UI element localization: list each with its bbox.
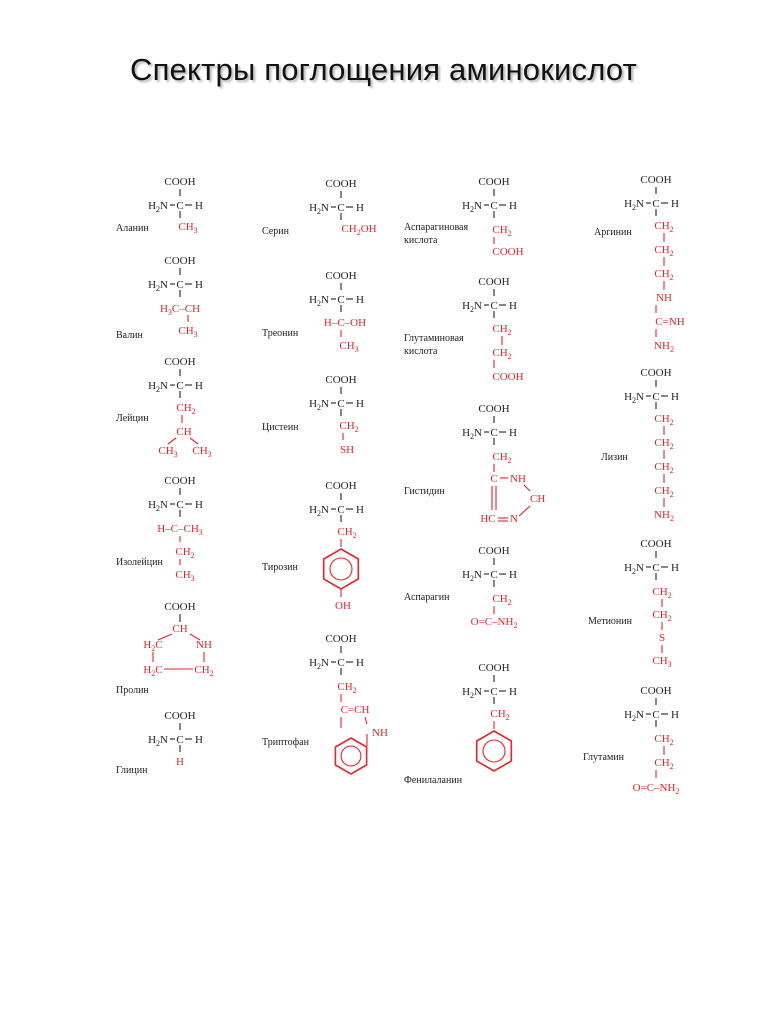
side-chain-group: CH3 [158,445,178,459]
amino-acid-name: Глицин [116,765,148,776]
side-chain-group: COOH [492,371,524,383]
side-chain-group: H3C–CH [159,303,201,317]
alpha-hydrogen: H [356,294,364,306]
carboxyl-group: COOH [325,633,357,645]
amino-acid-structure [404,176,524,258]
amino-acid-name: кислота [404,235,438,246]
alpha-hydrogen: H [195,499,203,511]
side-chain-group: CH2 [492,323,512,337]
alpha-hydrogen: H [671,391,679,403]
side-chain-group: HC [480,513,496,525]
amino-acid-name: Треонин [262,328,299,339]
amino-acid-structure [404,403,545,525]
amino-acid-structure [262,633,388,774]
amino-group: H2N [462,200,482,214]
alpha-hydrogen: H [509,300,517,312]
amino-group: H2N [462,569,482,583]
amino-acid-structure [262,480,364,612]
side-chain-group: CH3 [192,445,212,459]
side-chain-group: H [176,756,184,768]
side-chain-group: NH2 [654,340,674,354]
amino-acid-structure [116,176,203,235]
amino-acid-name: Лизин [601,452,628,463]
side-chain-group: CH [176,426,192,438]
bond [168,438,176,444]
amino-acid-structure [601,367,679,523]
side-chain-group: CH3 [339,340,359,354]
side-chain-group: N [510,513,518,525]
amino-acid-structure [588,538,679,669]
alpha-carbon: C [652,391,660,403]
carboxyl-group: COOH [164,475,196,487]
alpha-carbon: C [490,427,498,439]
aromatic-circle [341,746,361,766]
alpha-carbon: C [490,200,498,212]
side-chain-group: COOH [492,246,524,258]
side-chain-group: CH2 [654,437,674,451]
side-chain-group: CH2 [654,757,674,771]
alpha-carbon: C [337,504,345,516]
side-chain-group: SH [339,444,355,456]
amino-acid-structure [262,270,366,354]
side-chain-group: NH [196,639,212,651]
bond [365,717,367,724]
alpha-carbon: C [176,499,184,511]
amino-group: H2N [148,734,168,748]
amino-acid-structure [262,178,377,237]
amino-acid-name: Серин [262,226,289,237]
carboxyl-group: COOH [640,174,672,186]
slide-title: Спектры поглощения аминокислот [129,52,638,87]
amino-acid-name: Лейцин [116,413,149,424]
alpha-hydrogen: H [356,504,364,516]
side-chain-group: CH2 [339,420,359,434]
side-chain-group: CH2 [654,268,674,282]
alpha-carbon: C [176,279,184,291]
alpha-hydrogen: H [195,279,203,291]
amino-acid-structure [116,601,214,696]
alpha-carbon: C [652,709,660,721]
side-chain-group: NH [656,292,672,304]
amino-acid-structure [116,475,203,583]
alpha-carbon: C [490,686,498,698]
amino-acid-name: Глутаминовая [404,333,464,344]
side-chain-group: OH [335,600,351,612]
carboxyl-group: COOH [478,545,510,557]
alpha-hydrogen: H [356,657,364,669]
side-chain-group: CH2 [337,526,357,540]
carboxyl-group: COOH [325,178,357,190]
amino-acid-name: кислота [404,346,438,357]
side-chain-group: CH3 [175,569,195,583]
side-chain-group: CH2 [654,220,674,234]
amino-acid-name: Валин [116,330,143,341]
amino-acid-structure [404,545,517,630]
alpha-hydrogen: H [195,200,203,212]
side-chain-group: NH2 [654,509,674,523]
aromatic-circle [483,740,505,762]
carboxyl-group: COOH [478,176,510,188]
carboxyl-group: COOH [640,367,672,379]
alpha-carbon: C [490,300,498,312]
side-chain-group: NH [510,473,526,485]
alpha-hydrogen: H [509,686,517,698]
bond [524,485,530,491]
side-chain-group: CH2 [194,664,214,678]
amino-acid-name: Пролин [116,685,149,696]
amino-acid-name: Изолейцин [116,557,163,568]
alpha-hydrogen: H [195,734,203,746]
side-chain-group: CH2 [654,733,674,747]
side-chain-group: H2C [143,664,163,678]
alpha-carbon: C [337,657,345,669]
amino-group: H2N [309,294,329,308]
amino-group: H2N [624,709,644,723]
amino-group: H2N [624,198,644,212]
carboxyl-group: COOH [164,710,196,722]
side-chain-group: H2C [143,639,163,653]
carboxyl-group: COOH [325,374,357,386]
side-chain-group: S [658,632,666,644]
alpha-hydrogen: H [509,569,517,581]
alpha-hydrogen: H [509,200,517,212]
side-chain-group: CH2 [652,609,672,623]
side-chain-group: CH2 [654,461,674,475]
amino-group: H2N [624,391,644,405]
amino-acid-structure [594,174,685,354]
bond [190,438,198,444]
amino-acid-name: Аланин [116,223,149,234]
amino-acid-name: Аргинин [594,227,632,238]
side-chain-group: CH2 [654,485,674,499]
side-chain-group: CH2 [492,224,512,238]
side-chain-group: CH3 [178,325,198,339]
carboxyl-group: COOH [325,270,357,282]
side-chain-group: C=NH [655,316,685,328]
amino-acid-structure [116,255,203,341]
amino-acid-structure [583,685,679,796]
side-chain-group: CH2OH [341,223,377,237]
side-chain-group: CH [530,493,546,505]
side-chain-group: O=C–NH2 [632,782,680,796]
carboxyl-group: COOH [164,176,196,188]
amino-acid-structure [262,374,364,456]
benzene-ring [335,738,366,774]
alpha-hydrogen: H [356,398,364,410]
amino-acid-name: Аспарагин [404,592,450,603]
alpha-hydrogen: H [671,562,679,574]
amino-acid-name: Глутамин [583,752,624,763]
alpha-carbon: C [490,569,498,581]
amino-acid-structure [404,276,524,383]
amino-group: H2N [624,562,644,576]
carboxyl-group: COOH [164,601,196,613]
bond [519,506,530,516]
carboxyl-group: COOH [640,538,672,550]
side-chain-group: CH2 [337,681,357,695]
amino-acid-name: Цистеин [262,422,299,433]
alpha-carbon: C [176,380,184,392]
benzene-ring [477,731,512,771]
side-chain-group: C [490,473,498,485]
amino-group: H2N [148,200,168,214]
benzene-ring [324,549,359,589]
alpha-carbon: C [337,294,345,306]
alpha-carbon: C [337,202,345,214]
amino-acid-structure [116,710,203,776]
carboxyl-group: COOH [164,356,196,368]
amino-group: H2N [309,504,329,518]
side-chain-group: CH2 [492,451,512,465]
amino-group: H2N [148,380,168,394]
side-chain-group: CH2 [654,413,674,427]
side-chain-group: CH2 [490,708,510,722]
alpha-carbon: C [176,200,184,212]
amino-acid-name: Аспарагиновая [404,222,469,233]
amino-acid-structure [116,356,212,459]
side-chain-group: H–C–OH [323,317,367,329]
side-chain-group: CH3 [652,655,672,669]
alpha-hydrogen: H [509,427,517,439]
amino-acid-name: Метионин [588,616,632,627]
side-chain-group: CH2 [652,586,672,600]
alpha-carbon: C [337,398,345,410]
alpha-hydrogen: H [671,198,679,210]
amino-group: H2N [309,657,329,671]
alpha-carbon: C [652,198,660,210]
carboxyl-group: COOH [478,403,510,415]
alpha-hydrogen: H [195,380,203,392]
side-chain-group: C=CH [340,704,370,716]
carboxyl-group: COOH [164,255,196,267]
carboxyl-group: COOH [478,662,510,674]
amino-acid-name: Триптофан [262,737,309,748]
alpha-carbon: C [176,734,184,746]
alpha-hydrogen: H [356,202,364,214]
amino-group: H2N [462,427,482,441]
alpha-carbon: C [652,562,660,574]
amino-group: H2N [309,202,329,216]
carboxyl-group: COOH [325,480,357,492]
side-chain-group: CH2 [654,244,674,258]
amino-acid-name: Фенилаланин [404,775,463,786]
amino-group: H2N [148,279,168,293]
carboxyl-group: COOH [478,276,510,288]
amino-group: H2N [462,686,482,700]
side-chain-group: NH [372,727,388,739]
amino-group: H2N [309,398,329,412]
side-chain-group: CH2 [492,347,512,361]
side-chain-group: CH2 [175,546,195,560]
side-chain-group: H–C–CH3 [157,523,203,537]
amino-acid-structure [404,662,517,786]
amino-group: H2N [148,499,168,513]
amino-acid-name: Гистидин [404,486,445,497]
alpha-hydrogen: H [671,709,679,721]
side-chain-group: O=C–NH2 [470,616,518,630]
amino-acid-name: Тирозин [262,562,298,573]
carboxyl-group: COOH [640,685,672,697]
side-chain-group: CH [172,623,188,635]
amino-group: H2N [462,300,482,314]
side-chain-group: CH2 [492,593,512,607]
aromatic-circle [330,558,352,580]
side-chain-group: CH3 [178,221,198,235]
side-chain-group: CH2 [176,402,196,416]
